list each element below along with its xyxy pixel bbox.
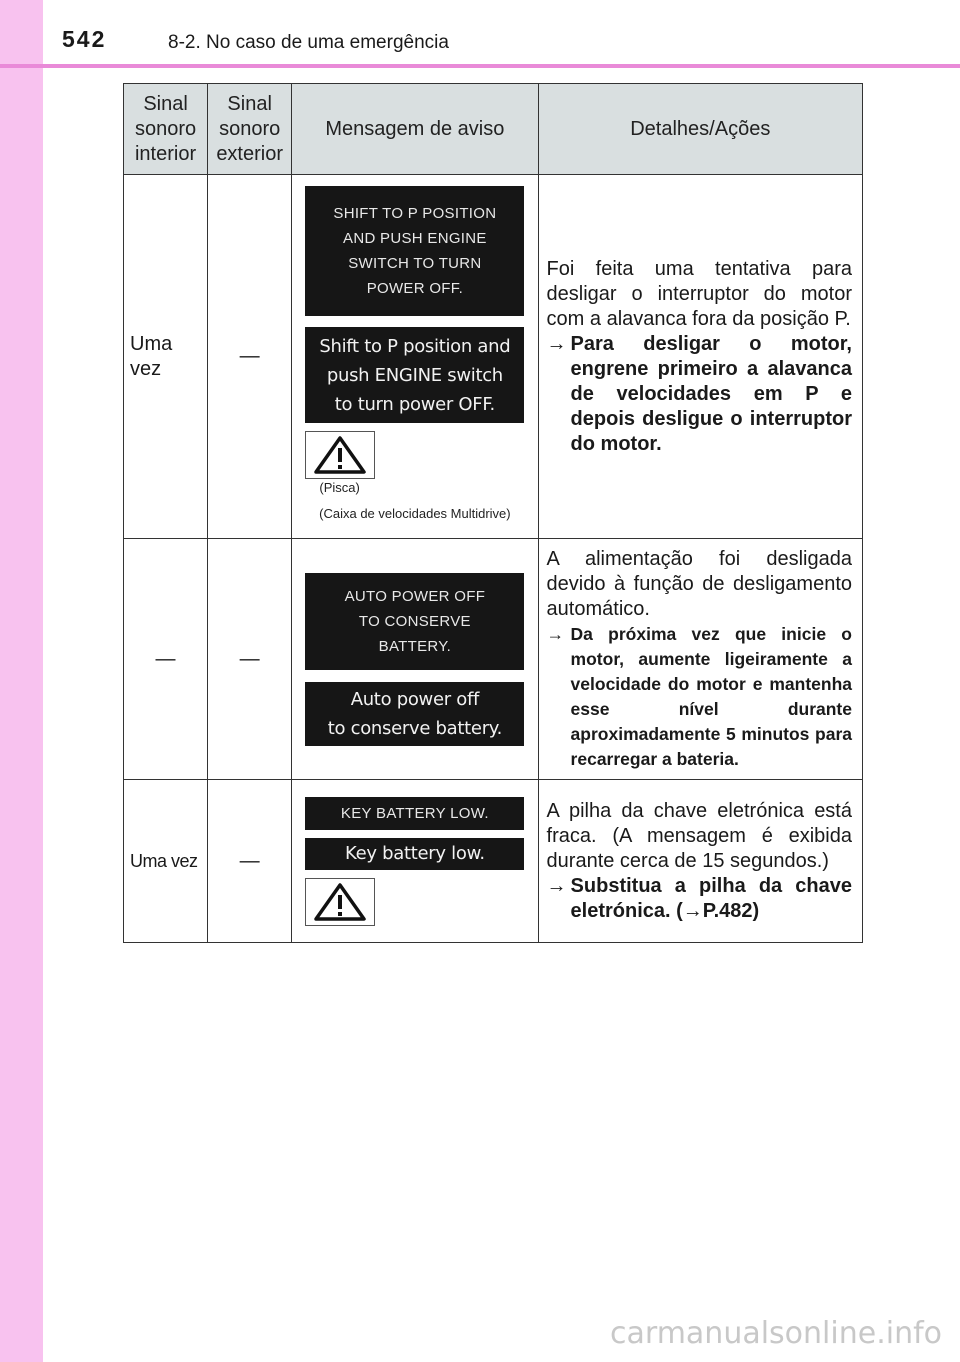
table-row [124,780,863,943]
transmission-caption: (Caixa de velocidades Multidrive) [319,506,511,521]
warning-message-cell [292,175,538,539]
message-display-alt [305,327,524,423]
message-line: SWITCH TO TURN [348,255,482,272]
details-cell [538,539,862,780]
header-exterior-buzzer: Sinal sonoro exterior [208,84,292,175]
message-display-text [305,186,524,316]
exterior-buzzer-value: — [239,647,260,670]
message-line: AUTO POWER OFF [344,587,486,605]
interior-buzzer-value: — [155,647,176,670]
table-header-row [124,84,863,175]
side-tab-bar [0,0,43,1362]
page-number: 542 [62,26,107,52]
message-line: AND PUSH ENGINE [343,230,487,247]
details-cell [538,175,862,539]
exterior-buzzer-value: — [239,345,260,367]
detail-text: A pilha da chave eletrónica está fraca. (A mensagem é exibida durante cerca de 15 segundos.) [546,799,852,872]
action-item [547,332,852,457]
action-text: Para desligar o motor, engrene primeiro a alavanca de velocidades em P e depois desligue o interruptor do motor. [570,332,852,455]
interior-buzzer-value: Uma vez [130,332,173,380]
exterior-buzzer-value: — [239,849,260,872]
exterior-buzzer-cell [208,539,292,780]
exterior-buzzer-cell [208,175,292,539]
table-row [124,175,863,539]
details-cell [538,780,862,943]
message-line: push ENGINE switch [326,364,503,386]
header-divider [0,64,960,68]
message-line: to conserve battery. [327,717,502,739]
message-line: KEY BATTERY LOW. [340,804,489,822]
blink-note: (Pisca) [319,480,360,495]
warning-triangle-icon [305,431,375,479]
action-item [547,622,852,772]
arrow-icon: → [546,874,567,897]
message-line: POWER OFF. [366,280,464,297]
watermark: carmanualsonline.info [610,1316,942,1351]
message-line: Shift to P position and [319,335,511,357]
header-details-actions: Detalhes/Ações [538,84,862,175]
header-warning-message: Mensagem de aviso [292,84,538,175]
action-item [547,874,852,924]
message-line: to turn power OFF. [334,393,495,415]
action-text: Substitua a pilha da chave eletrónica. (→P.482) [570,874,852,922]
detail-text: Foi feita uma tentativa para desligar o interruptor do motor com a alavanca fora da posição P. [546,257,852,330]
message-display-alt [305,682,524,746]
warning-message-cell [292,780,538,943]
action-text: Da próxima vez que inicie o motor, aumente ligeiramente a velocidade do motor e mantenha esse nível durante aproximadamente 5 minutos para recarregar a bateria. [570,623,852,769]
message-display-alt [305,838,524,870]
detail-text: A alimentação foi desligada devido à função de desligamento automático. [546,547,852,620]
arrow-icon: → [546,623,565,644]
header-interior-buzzer: Sinal sonoro interior [124,84,208,175]
exterior-buzzer-cell [208,780,292,943]
message-line: Auto power off [350,688,480,710]
arrow-icon: → [546,332,567,355]
message-line: Key battery low. [344,843,485,864]
interior-buzzer-cell [124,539,208,780]
warning-message-cell [292,539,538,780]
warning-triangle-icon [305,878,375,926]
interior-buzzer-cell [124,780,208,943]
table-row [124,539,863,780]
warning-table [123,83,863,943]
interior-buzzer-value: Uma vez [130,850,198,871]
interior-buzzer-cell [124,175,208,539]
message-line: SHIFT TO P POSITION [333,205,497,222]
message-line: TO CONSERVE [358,612,471,630]
message-display-text [305,573,524,670]
message-line: BATTERY. [378,637,452,655]
message-display-text [305,797,524,830]
section-title: 8-2. No caso de uma emergência [168,32,449,53]
